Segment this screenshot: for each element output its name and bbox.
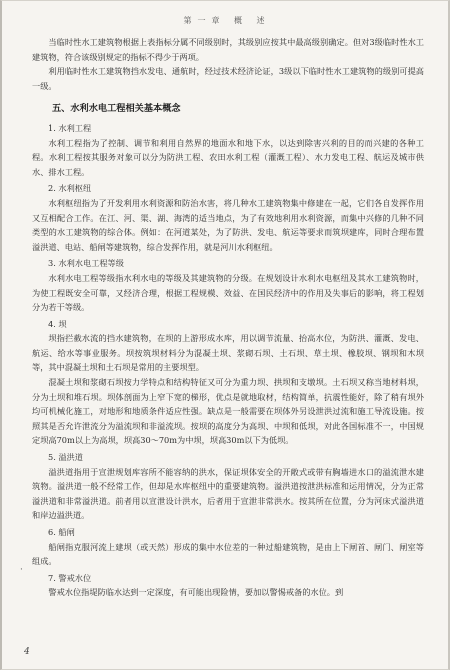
scan-speck: · — [20, 565, 23, 575]
running-header: 第一章 概 述 — [183, 16, 271, 25]
intro-paragraph: 利用临时性水工建筑物挡水发电、通航时，经过技术经济论证，3级以下临时性水工建筑物的级别可提高一级。 — [32, 66, 424, 91]
item-paragraph: 水利工程指为了控制、调节和利用自然界的地面水和地下水，以达到除害兴利的目的而兴建的各种工程。水利工程按其服务对象可以分为防洪工程、农田水利工程（灌溉工程）、水力发电工程、航运及城市供水、排水工程。 — [32, 137, 424, 177]
item-heading: 2. 水利枢纽 — [48, 183, 92, 194]
item-heading: 3. 水利水电工程等级 — [48, 258, 124, 269]
item-paragraph: 混凝土坝和浆砌石坝按力学特点和结构特征又可分为重力坝、拱坝和支墩坝。土石坝又称当地材料坝，分为土坝和堆石坝。坝体剖面为上窄下宽的梯形，优点是就地取材，结构简单，抗震性能好，除了稍有坝外均可机械化施工，对地形和地质条件适应性强。缺点是一般需要在坝体外另设泄洪过流和施工导流设施。按照其是否允许泄流分为溢流坝和非溢流坝。按坝的高度分为高坝、中坝和低坝，对此各国标准不一，中国规定坝高70m以上为高坝，坝高30～70m为中坝，坝高30m以下为低坝。 — [32, 377, 424, 446]
item-paragraph: 水利水电工程等级指水利水电的等级及其建筑物的分级。在规划设计水利水电枢纽及其水工建筑物时，为使工程既安全可靠，又经济合理，根据工程规模、效益、在国民经济中的作用及失事后的影响，将工程划分为若干等级。 — [32, 272, 424, 313]
item-paragraph: 水利枢纽指为了开发利用水利资源和防治水害，将几种水工建筑物集中修建在一起，它们各自发挥作用又互相配合工作。在江、河、渠、湖、海湾的适当地点，为了有效地利用水利资源，而集中兴修的几种不同类型的水工建筑物的综合体。例如：在河道某处，为了防洪、发电、航运等要求而筑坝建库，同时合理布置溢洪道、电站、船闸等建筑物，综合发挥作用，就是河川水利枢纽。 — [32, 197, 424, 252]
item-heading: 6. 船闸 — [48, 527, 75, 537]
page-number: 4 — [24, 647, 30, 657]
section-heading: 五、水利水电工程相关基本概念 — [52, 103, 181, 115]
item-paragraph: 坝指拦截水流的挡水建筑物，在坝的上游形成水库，用以调节流量、抬高水位，为防洪、灌溉、发电、航运、给水等事业服务。坝按筑坝材料分为混凝土坝、浆砌石坝、土石坝、草土坝、橡胶坝、钢坝和木坝等，其中混凝土坝和土石坝是常用的主要坝型。 — [32, 333, 424, 373]
intro-paragraph: 当临时性水工建筑物根据上表指标分属不同级别时，其级别应按其中最高级别确定。但对3级临时性水工建筑物，符合该级别规定的指标不得少于两项。 — [32, 37, 424, 62]
item-heading: 4. 坝 — [48, 318, 67, 329]
item-heading: 7. 警戒水位 — [48, 572, 92, 583]
page-content — [32, 35, 424, 600]
item-heading: 5. 溢洪道 — [48, 452, 83, 463]
item-paragraph: 船闸指克服河流上建坝（或天然）形成的集中水位差的一种过船建筑物，是由上下闸首、闸门、闸室等组成。 — [32, 541, 424, 567]
item-paragraph: 警戒水位指堤防临水达到一定深度，有可能出现险情，要加以警惕戒备的水位。到 — [48, 587, 344, 598]
item-heading: 1. 水利工程 — [48, 122, 92, 133]
item-paragraph: 溢洪道指用于宣泄规划库容所不能容纳的洪水，保证坝体安全的开敞式或带有胸墙进水口的溢流泄水建筑物。溢洪道一般不经常工作，但却是水库枢纽中的重要建筑物。溢洪道按泄洪标准和运用情况，分为正常溢洪道和非常溢洪道。前者用以宣泄设计洪水，后者用于宣泄非常洪水。按其所在位置，分为河床式溢洪道和岸边溢洪道。 — [32, 466, 424, 521]
